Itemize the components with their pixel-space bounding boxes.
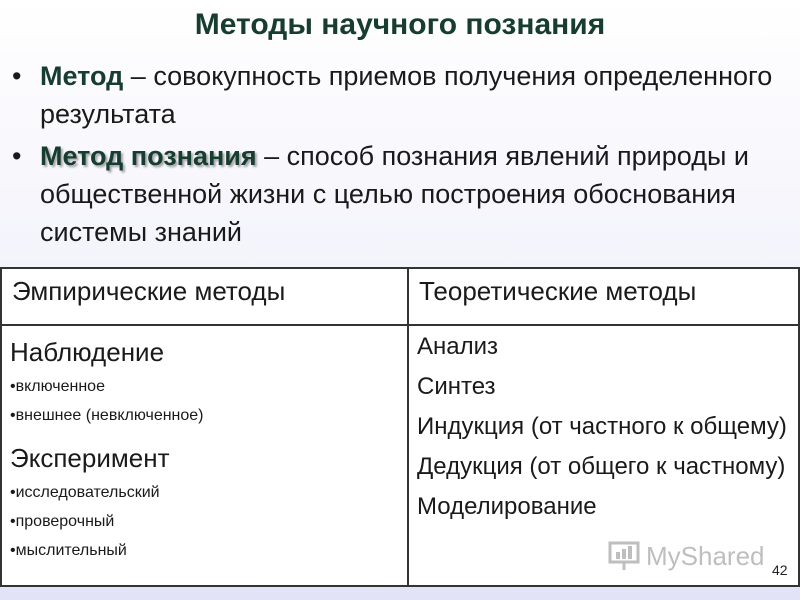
definitions-list (12, 57, 792, 251)
method-experiment: Эксперимент (10, 443, 170, 473)
empirical-cell (1, 325, 408, 586)
method-synthesis: Синтез (417, 373, 496, 400)
term-method: Метод (40, 61, 124, 91)
presentation-icon (608, 540, 642, 572)
watermark-text: MyShared (646, 540, 765, 571)
table-header-row (1, 268, 799, 325)
method-deduction: Дедукция (от общего к частному) (417, 453, 786, 480)
sub-item: •включенное (10, 378, 105, 395)
method-analysis: Анализ (417, 333, 499, 360)
methods-table (0, 267, 800, 587)
slide-title: Методы научного познания (194, 8, 606, 41)
sub-item: •проверочный (10, 513, 115, 530)
method-observation: Наблюдение (10, 337, 165, 367)
definition-method-text: – совокупность приемов получения определенного результата (40, 61, 773, 129)
definition-cognition-text: – способ познания явлений природы и общественной жизни с целью построения обоснования системы знаний (40, 141, 749, 247)
term-method-of-cognition: Метод познания (40, 141, 257, 171)
header-empirical: Эмпирические методы (1, 268, 408, 325)
watermark (608, 540, 765, 572)
bullet-marker: • (12, 141, 22, 171)
sub-item: •внешнее (невключенное) (10, 407, 204, 424)
definition-method-of-cognition (12, 137, 792, 251)
method-modeling: Моделирование (417, 493, 597, 520)
definition-method (12, 57, 792, 133)
sub-item: •мыслительный (10, 542, 127, 559)
header-theoretical: Теоретические методы (408, 268, 799, 325)
bullet-marker: • (12, 61, 22, 91)
sub-item: •исследовательский (10, 484, 160, 501)
method-induction: Индукция (от частного к общему) (417, 413, 787, 440)
page-number: 42 (772, 562, 788, 578)
